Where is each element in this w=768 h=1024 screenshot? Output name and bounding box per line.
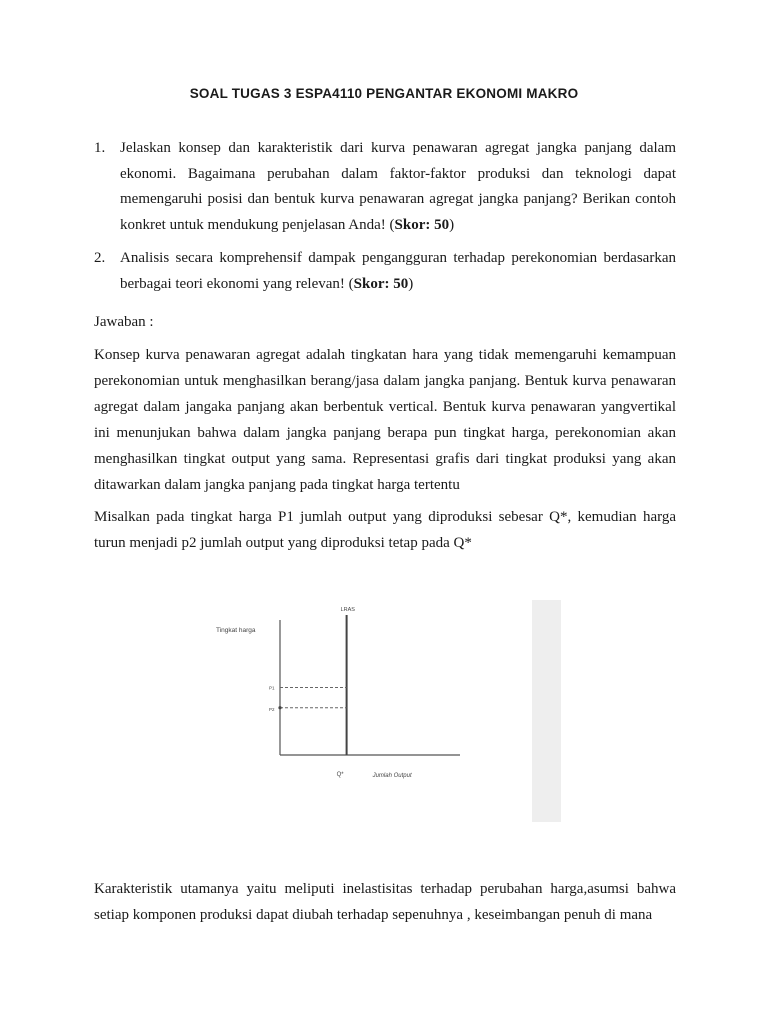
question-1 <box>94 136 676 238</box>
question-2 <box>94 246 676 297</box>
question-close: ) <box>408 275 414 292</box>
x-axis-label: Jumlah Output <box>372 773 412 779</box>
lras-chart <box>210 600 532 822</box>
answer-label: Jawaban : <box>94 314 154 330</box>
y-tick-p1: P1 <box>269 685 275 691</box>
question-text <box>120 246 676 297</box>
question-text <box>120 136 676 238</box>
y-tick-p2: P2 <box>269 706 275 712</box>
question-close: ) <box>449 216 455 233</box>
question-number: 1. <box>94 140 106 156</box>
question-body: Analisis secara komprehensif dampak pengangguran terhadap perekonomian berdasarkan berbagai teori ekonomi yang relevan! ( <box>120 250 676 292</box>
p2-point <box>278 706 281 709</box>
y-axis-label: Tingkat harga <box>216 627 256 634</box>
answer-paragraph-3: Karakteristik utamanya yaitu meliputi inelastisitas terhadap perubahan harga,asumsi bahwa setiap komponen produksi dapat diubah terhadap sepenuhnya , keseimbangan penuh di mana <box>94 881 676 923</box>
x-tick-q-star: Q* <box>336 772 344 778</box>
question-score: Skor: 50 <box>394 216 450 233</box>
question-score: Skor: 50 <box>353 275 409 292</box>
answer-paragraph-2: Misalkan pada tingkat harga P1 jumlah output yang diproduksi sebesar Q*, kemudian harga turun menjadi p2 jumlah output yang diproduksi tetap pada Q* <box>94 509 676 551</box>
document-title: SOAL TUGAS 3 ESPA4110 PENGANTAR EKONOMI MAKRO <box>189 86 579 101</box>
answer-paragraph-1: Konsep kurva penawaran agregat adalah tingkatan hara yang tidak memengaruhi kemampuan perekonomian untuk menghasilkan berang/jasa dalam jangka panjang. Bentuk kurva penawaran agregat dalam jangaka panjang akan berbentuk vertical. Bentuk kurva penawaran yangvertikal ini menunjukan bahwa dalam jangka panjang berapa pun tingkat harga, perekonomian akan menghasilkan tingkat output yang sama. Representasi grafis dari tingkat produksi yang akan ditawarkan dalam jangka panjang pada tingkat harga tertentu <box>94 347 676 493</box>
question-body: Jelaskan konsep dan karakteristik dari kurva penawaran agregat jangka panjang dalam ekonomi. Bagaimana perubahan dalam faktor-faktor produksi dan teknologi dapat memengaruhi posisi dan bentuk kurva penawaran agregat jangka panjang? Berikan contoh konkret untuk mendukung penjelasan Anda! ( <box>120 140 676 233</box>
question-number: 2. <box>94 250 106 266</box>
lras-figure <box>210 600 562 822</box>
lras-label: LRAS <box>340 607 355 613</box>
